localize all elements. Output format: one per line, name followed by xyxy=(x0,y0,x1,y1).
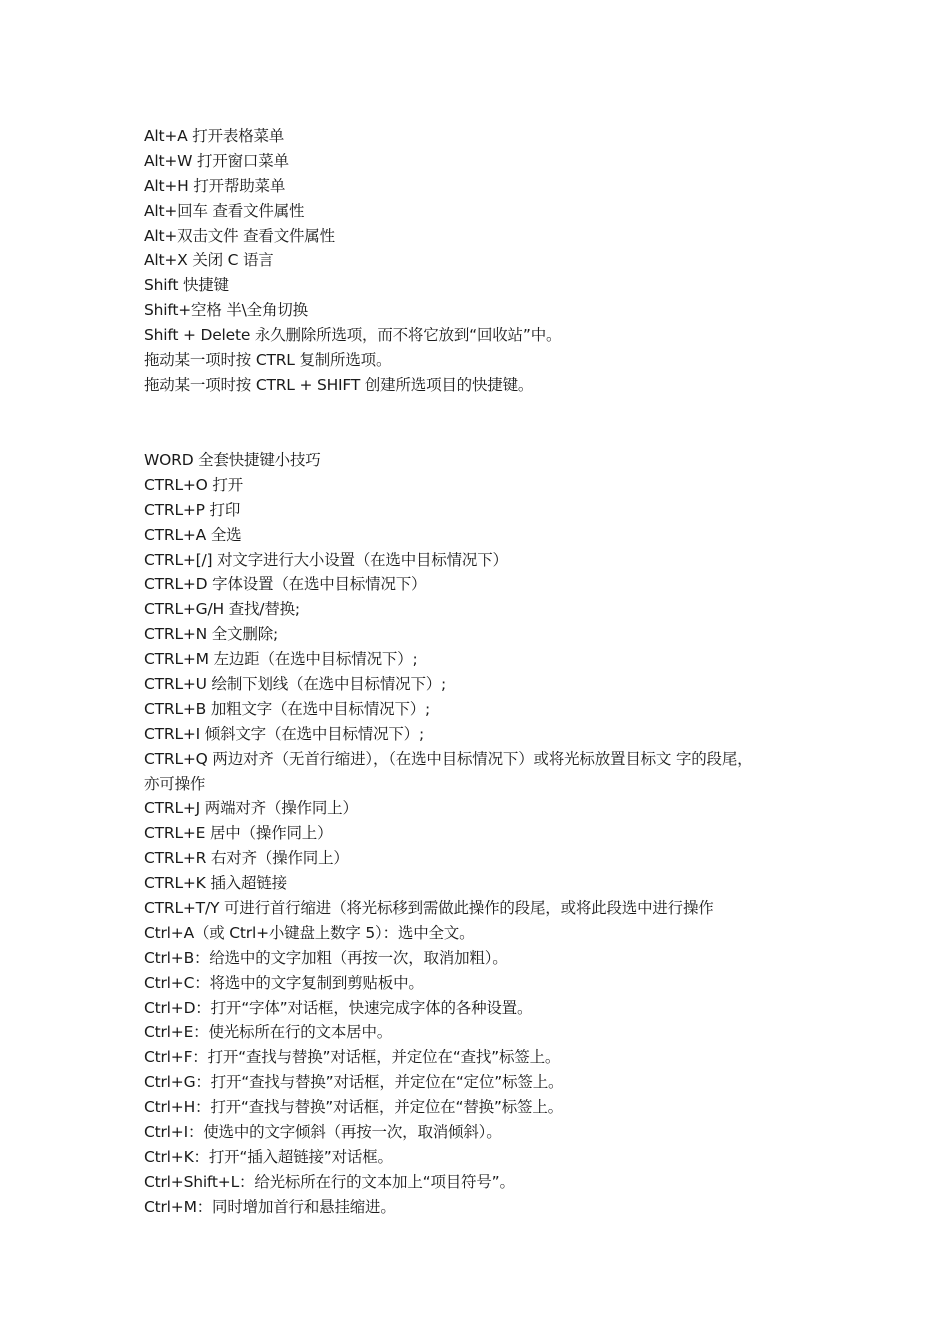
text-line: Alt+X 关闭 C 语言 xyxy=(144,251,274,270)
text-line: CTRL+G/H 查找/替换; xyxy=(144,600,300,619)
text-line: Ctrl+Shift+L：给光标所在行的文本加上“项目符号”。 xyxy=(144,1172,515,1191)
text-line: Shift + Delete 永久删除所选项，而不将它放到“回收站”中。 xyxy=(144,326,562,345)
text-line: Shift 快捷键 xyxy=(144,276,229,295)
text-line: CTRL+Q 两边对齐（无首行缩进），（在选中目标情况下）或将光标放置目标文 字的段尾， xyxy=(144,749,753,768)
text-line: Ctrl+D：打开“字体”对话框，快速完成字体的各种设置。 xyxy=(144,998,533,1017)
text-line: CTRL+A 全选 xyxy=(144,525,242,544)
text-line: Ctrl+K：打开“插入超链接”对话框。 xyxy=(144,1147,393,1166)
text-line: CTRL+M 左边距（在选中目标情况下）; xyxy=(144,650,418,669)
text-line: CTRL+O 打开 xyxy=(144,475,244,494)
text-line: Ctrl+C：将选中的文字复制到剪贴板中。 xyxy=(144,973,424,992)
text-line: 拖动某一项时按 CTRL + SHIFT 创建所选项目的快捷键。 xyxy=(144,375,534,394)
text-line: CTRL+D 字体设置（在选中目标情况下） xyxy=(144,575,427,594)
text-line: CTRL+E 居中（操作同上） xyxy=(144,824,333,843)
text-line: Alt+双击文件 查看文件属性 xyxy=(144,226,335,245)
text-line: Ctrl+B：给选中的文字加粗（再按一次，取消加粗）。 xyxy=(144,948,508,967)
text-line: CTRL+P 打印 xyxy=(144,500,241,519)
text-line: CTRL+R 右对齐（操作同上） xyxy=(144,849,349,868)
text-line: Ctrl+E：使光标所在行的文本居中。 xyxy=(144,1023,393,1042)
section-heading: WORD 全套快捷键小技巧 xyxy=(144,451,321,469)
text-line: CTRL+B 加粗文字（在选中目标情况下）; xyxy=(144,699,431,718)
text-line: Alt+回车 查看文件属性 xyxy=(144,201,305,220)
text-line: Ctrl+H：打开“查找与替换”对话框，并定位在“替换”标签上。 xyxy=(144,1098,563,1117)
text-line: CTRL+J 两端对齐（操作同上） xyxy=(144,799,358,818)
text-line: CTRL+[/] 对文字进行大小设置（在选中目标情况下） xyxy=(144,550,508,569)
text-line: Alt+A 打开表格菜单 xyxy=(144,127,285,145)
text-line: CTRL+N 全文删除; xyxy=(144,625,279,644)
text-line: CTRL+T/Y 可进行首行缩进（将光标移到需做此操作的段尾，或将此段选中进行操作 xyxy=(144,899,714,918)
text-line: Ctrl+A（或 Ctrl+小键盘上数字 5）：选中全文。 xyxy=(144,923,475,942)
text-line: CTRL+K 插入超链接 xyxy=(144,874,287,893)
text-line: CTRL+I 倾斜文字（在选中目标情况下）; xyxy=(144,724,425,743)
text-line: Alt+W 打开窗口菜单 xyxy=(144,151,289,170)
text-line: 亦可操作 xyxy=(144,774,206,793)
text-line: CTRL+U 绘制下划线（在选中目标情况下）; xyxy=(144,675,447,694)
alt-shift-shortcuts-section xyxy=(144,124,824,398)
word-shortcuts-section xyxy=(144,448,824,1220)
text-line: Shift+空格 半\全角切换 xyxy=(144,301,308,320)
text-line: Ctrl+G：打开“查找与替换”对话框，并定位在“定位”标签上。 xyxy=(144,1073,564,1092)
text-line: Ctrl+I：使选中的文字倾斜（再按一次，取消倾斜）。 xyxy=(144,1123,502,1142)
text-line: Ctrl+F：打开“查找与替换”对话框，并定位在“查找”标签上。 xyxy=(144,1048,561,1067)
text-line: Alt+H 打开帮助菜单 xyxy=(144,176,286,195)
text-line: Ctrl+M：同时增加首行和悬挂缩进。 xyxy=(144,1197,396,1216)
text-line: 拖动某一项时按 CTRL 复制所选项。 xyxy=(144,351,392,370)
